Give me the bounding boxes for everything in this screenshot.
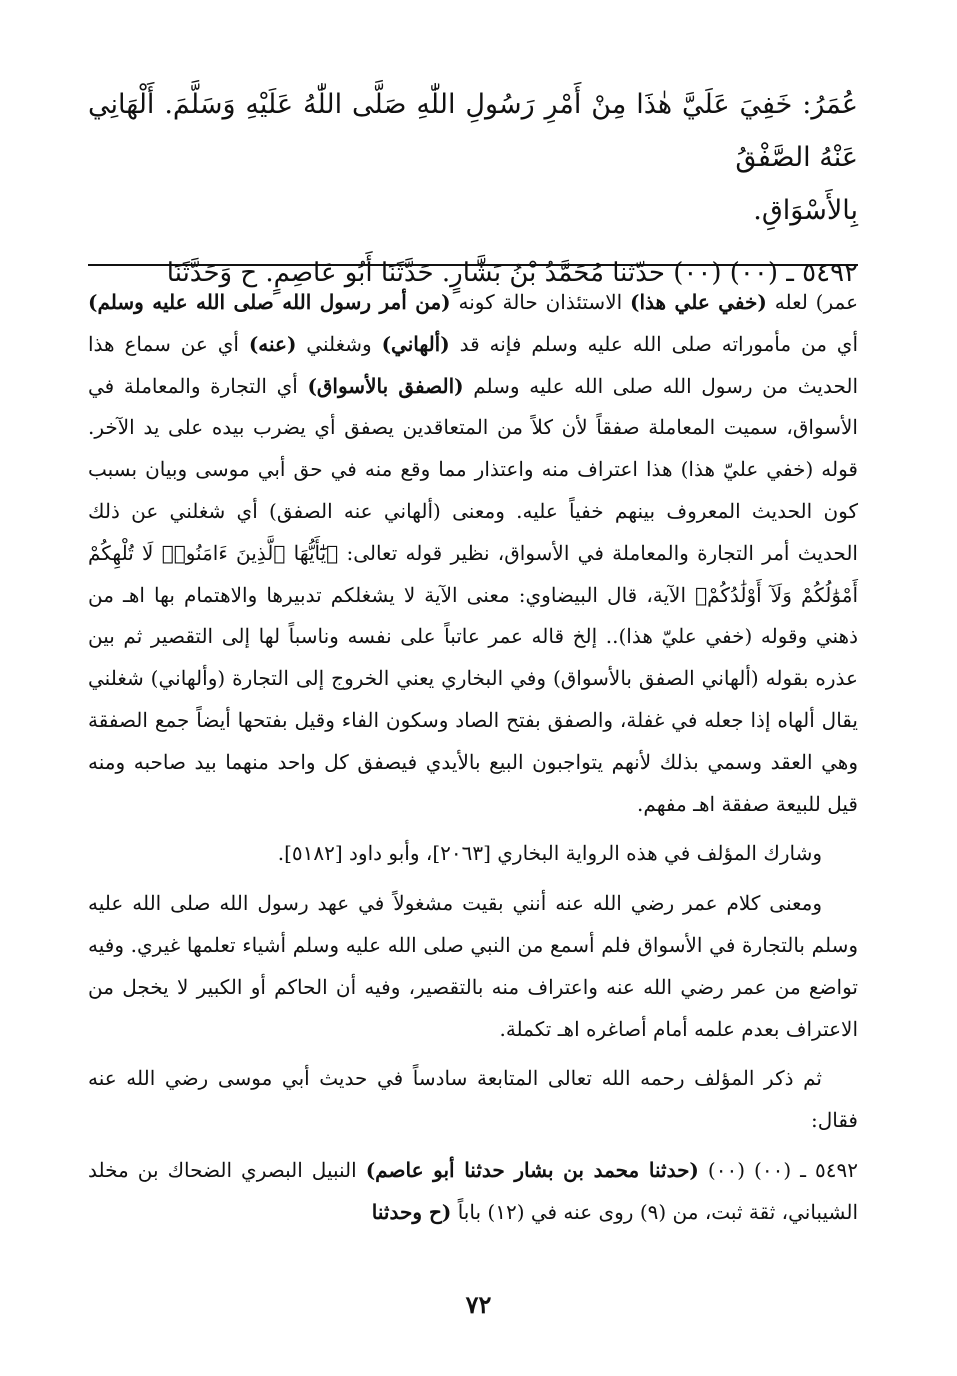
commentary-paragraph-3: ومعنى كلام عمر رضي الله عنه أنني بقيت مشغولاً في عهد رسول الله صلى الله عليه وسلم بالتجارة في الأسواق فلم أسمع من النبي صلى الله عليه وسلم أشياء تعلمها غيري. وفيه تواضع من عمر رضي الله عنه واعتراف منه بالتقصير، وفيه أن الحاكم أو الكبير لا يخجل من الاعتراف بعدم علمه أمام أصاغره اهـ تكملة.: [88, 891, 858, 1041]
hadith-isnad: ٥٤٩٢ ـ (٠٠) (٠٠) حدّثنا مُحَمَّدُ بْنُ بَشَّارٍ. حَدَّثَنَا أَبُو عَاصِمٍ. ح وَحَدَّثَنَا: [166, 258, 858, 288]
bold-quote: (الصفق بالأسواق): [307, 373, 464, 398]
text-run: أي عن سماع هذا الحديث من رسول الله صلى الله عليه وسلم: [88, 331, 859, 398]
bold-quote: (من أمر رسول الله صلى الله عليه وسلم): [88, 290, 451, 314]
text-run: عمر) لعله: [766, 290, 858, 314]
commentary-paragraph-2: وشارك المؤلف في هذه الرواية البخاري [٢٠٦٣]، وأبو داود [٥١٨٢].: [277, 841, 822, 866]
page-number: ٧٢: [465, 1290, 492, 1319]
bold-quote: (ح وحدثنا: [371, 1199, 452, 1224]
text-run: الاستئذان حالة كونه: [450, 290, 631, 314]
text-run: وشغلني: [296, 331, 382, 356]
commentary-section: [88, 282, 858, 1234]
commentary-paragraph-4: ثم ذكر المؤلف رحمه الله تعالى المتابعة سادساً في حديث أبي موسى رضي الله عنه فقال:: [88, 1066, 858, 1133]
text-run: النبيل البصري الضحاك بن مخلد الشيباني، ثقة ثبت، من (٩) روى عنه في (١٢) باباً: [88, 1157, 858, 1224]
text-run: أي التجارة والمعاملة في الأسواق، سميت المعاملة صفقاً لأن كلاً من المتعاقدين يصفق أي يضرب بيده على يد الآخر. قوله (خفي عليّ هذا) هذا اعتراف منه واعتذار مما وقع منه في حق أبي موسى وبيان بسبب كون الحديث المعروف بينهم خفياً عليه. ومعنى (ألهاني عنه الصفق) أي شغلني عن ذلك الحديث أمر التجارة والمعاملة في الأسواق، نظير قوله تعالى: ﴿يَٰٓأَيُّهَا ٱلَّذِينَ ءَامَنُوا۟ لَا تُلْهِكُمْ أَمْوَٰلُكُمْ وَلَآ أَوْلَٰدُكُمْ﴾ الآية، قال البيضاوي: معنى الآية لا يشغلكم تدبيرها والاهتمام بها اهـ من ذهني وقوله (خفي عليّ هذا).. إلخ قاله عمر عاتباً على نفسه وناسباً لها إلى التقصير ثم بين عذره بقوله (ألهاني الصفق بالأسواق) وفي البخاري يعني الخروج إلى التجارة (وألهاني) شغلني يقال ألهاه إذا جعله في غفلة، والصفق بفتح الصاد وسكون الفاء وقيل بفتحها أيضاً جمع الصفقة وهي العقد وسمي بذلك لأنهم يتواجبون البيع بالأيدي فيصفق كل واحد منهما بيد صاحبه ومنه قيل للبيعة صفقة اهـ مفهم.: [88, 373, 858, 816]
commentary-paragraph-1: [88, 282, 858, 825]
text-run: أي من مأموراته صلى الله عليه وسلم فإنه قد: [449, 331, 858, 356]
bold-quote: (عنه): [248, 331, 297, 356]
footnote-divider: [88, 264, 858, 266]
hadith-line-1: عُمَرُ: خَفِيَ عَلَيَّ هٰذَا مِنْ أَمْرِ رَسُولِ اللّٰهِ صَلَّى اللّٰهُ عَلَيْهِ وَسَلَّمَ. أَلْهَانِي عَنْهُ الصَّفْقُ: [88, 89, 858, 173]
bold-quote: (حدثنا محمد بن بشار حدثنا أبو عاصم): [365, 1157, 699, 1182]
hadith-section: [88, 78, 858, 295]
text-run: ٥٤٩٢ ـ (٠٠) (٠٠): [698, 1157, 858, 1182]
commentary-paragraph-5: [88, 1150, 858, 1234]
hadith-line-2: بِالأَسْوَاقِ.: [753, 195, 858, 226]
bold-quote: (خفي علي هذا): [630, 290, 767, 314]
bold-quote: (ألهاني): [381, 331, 450, 356]
